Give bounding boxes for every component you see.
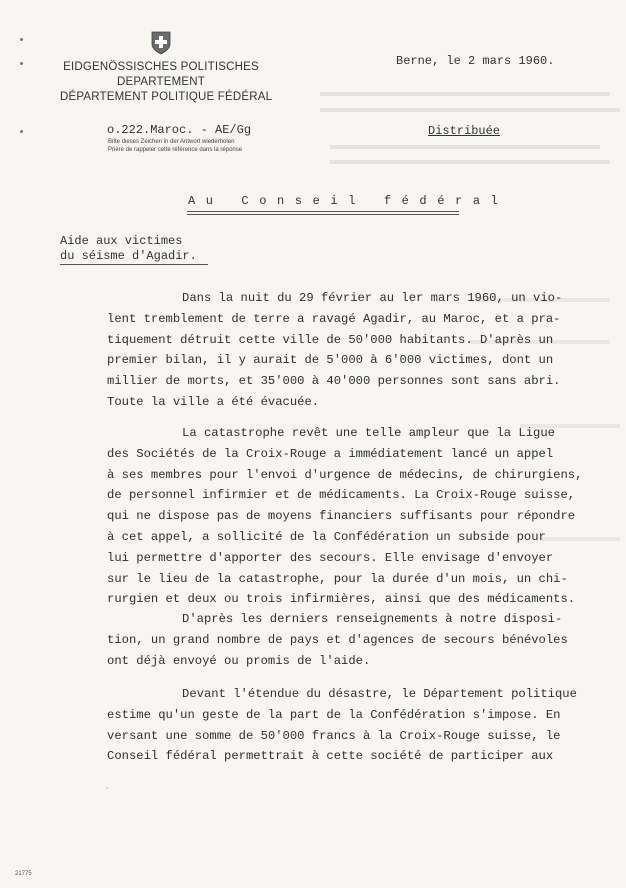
paragraph-line: estime qu'un geste de la part de la Confédération s'impose. En	[107, 707, 561, 722]
paragraph-line: versant une somme de 50'000 francs à la Croix-Rouge suisse, le	[107, 728, 561, 743]
addressee-underline	[187, 214, 459, 215]
addressee-underline	[187, 211, 459, 212]
paragraph-line: tiquement détruit cette ville de 50'000 habitants. D'après un	[107, 332, 554, 347]
paragraph-line: sur le lieu de la catastrophe, pour la durée d'un mois, un chi-	[107, 571, 568, 586]
letter-date: Berne, le 2 mars 1960.	[396, 54, 555, 68]
paragraph-line: lent tremblement de terre a ravagé Agadir, au Maroc, et a pra-	[107, 311, 561, 326]
paragraph-line: premier bilan, il y aurait de 5'000 à 6'000 victimes, dont un	[107, 353, 554, 368]
punch-mark	[20, 130, 23, 133]
subject-underline	[60, 264, 208, 265]
paragraph-line: qui ne dispose pas de moyens financiers suffisants pour répondre	[107, 509, 576, 524]
subject-line-1: Aide aux victimes	[60, 234, 183, 248]
reference-note-de: Bitte dieses Zeichen in der Antwort wiederholen	[108, 139, 235, 145]
paragraph-line: millier de morts, et 35'000 à 40'000 personnes sont sans abri.	[107, 374, 561, 389]
paragraph-line: Conseil fédéral permettrait à cette société de participer aux	[107, 749, 554, 764]
paragraph-line: ont déjà envoyé ou promis de l'aide.	[107, 653, 371, 668]
paragraph-line: à cet appel, a sollicité de la Confédération un subside pour	[107, 530, 546, 544]
paragraph-line: D'après les derniers renseignements à notre disposi-	[182, 612, 563, 626]
paragraph-line: Dans la nuit du 29 février au ler mars 1960, un vio-	[182, 291, 563, 305]
letterhead-line-1: EIDGENÖSSISCHES POLITISCHES	[63, 61, 259, 73]
addressee: Au Conseil fédéral	[188, 194, 509, 208]
letterhead-line-2: DEPARTEMENT	[116, 76, 206, 88]
paragraph-line: rurgien et deux ou trois infirmières, ainsi que des médicaments.	[107, 592, 576, 607]
paragraph-line: tion, un grand nombre de pays et d'agences de secours bénévoles	[107, 632, 568, 647]
paragraph-line: La catastrophe revêt une telle ampleur que la Ligue	[182, 426, 555, 440]
letterhead-line-3: DÉPARTEMENT POLITIQUE FÉDÉRAL	[60, 91, 273, 103]
distribution-status: Distribuée	[428, 124, 501, 138]
paragraph-line: de personnel infirmier et de médicaments. La Croix-Rouge suisse,	[107, 488, 576, 503]
paragraph-line: Toute la ville a été évacuée.	[107, 395, 320, 409]
paragraph-line: des Sociétés de la Croix-Rouge a immédiatement lancé un appel	[107, 446, 554, 461]
page-continuation-mark: -	[104, 783, 111, 795]
subject-line-2: du séisme d'Agadir.	[60, 249, 197, 263]
reference-note-fr: Prière de rappeler cette référence dans la réponse	[108, 147, 243, 153]
paragraph-line: lui permettre d'apporter des secours. Elle envisage d'envoyer	[107, 550, 554, 565]
paragraph-line: à ses membres pour l'envoi d'urgence de médecins, de chirurgiens,	[107, 467, 583, 482]
archive-code: 21775	[15, 871, 32, 877]
paragraph-line: Devant l'étendue du désastre, le Département politique	[182, 687, 577, 701]
punch-mark	[20, 38, 23, 41]
reference-code: o.222.Maroc. - AE/Gg	[107, 123, 252, 137]
punch-mark	[20, 62, 23, 65]
swiss-crest-icon	[151, 31, 171, 55]
